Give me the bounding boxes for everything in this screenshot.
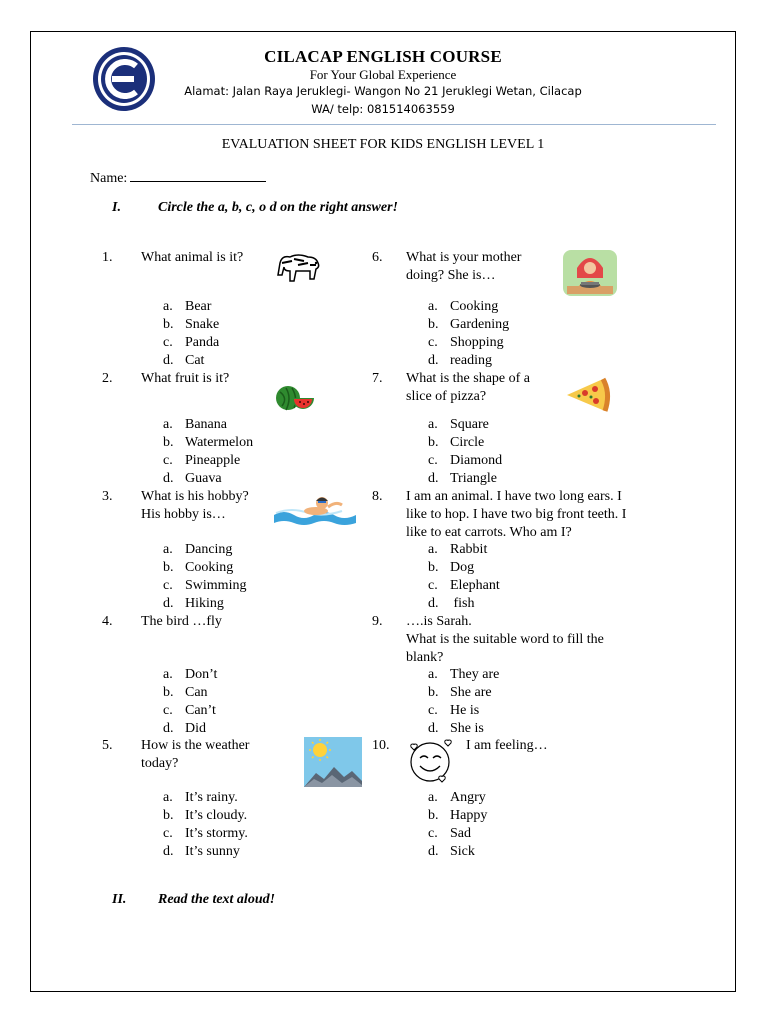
question-number: 3. xyxy=(102,489,113,504)
option-letter: d. xyxy=(428,353,439,368)
school-address: Alamat: Jalan Raya Jeruklegi- Wangon No 21 Jeruklegi Wetan, Cilacap xyxy=(184,84,582,98)
option-letter: b. xyxy=(163,435,174,450)
question-number: 2. xyxy=(102,371,113,386)
question-line: What is your mother xyxy=(406,250,522,265)
question-number: 4. xyxy=(102,614,113,629)
option-text: Cat xyxy=(185,353,205,368)
option-text: Triangle xyxy=(450,471,497,486)
answer-option[interactable] xyxy=(428,559,474,577)
option-letter: b. xyxy=(163,317,174,332)
sheet-title: EVALUATION SHEET FOR KIDS ENGLISH LEVEL 1 xyxy=(221,137,545,152)
question-line: How is the weather xyxy=(141,738,250,753)
option-letter: a. xyxy=(428,542,438,557)
answer-option[interactable] xyxy=(163,577,246,595)
option-letter: c. xyxy=(163,578,173,593)
answer-option[interactable] xyxy=(428,666,499,684)
question-line: like to eat carrots. Who am I? xyxy=(406,525,572,540)
option-text: Dancing xyxy=(185,542,233,557)
option-letter: d. xyxy=(428,596,439,611)
answer-option[interactable] xyxy=(163,352,204,370)
option-text: It’s cloudy. xyxy=(185,808,248,823)
option-text: Square xyxy=(450,417,489,432)
option-text: Cooking xyxy=(185,560,234,575)
watermelon-icon xyxy=(274,384,316,419)
option-letter: b. xyxy=(428,808,439,823)
question-text xyxy=(141,613,222,631)
header-divider xyxy=(72,124,716,125)
answer-option[interactable] xyxy=(163,541,232,559)
option-letter: b. xyxy=(163,808,174,823)
question-number: 9. xyxy=(372,614,383,629)
option-letter: b. xyxy=(428,435,439,450)
option-text: Banana xyxy=(185,417,227,432)
option-text: Elephant xyxy=(450,578,500,593)
answer-option[interactable] xyxy=(163,559,233,577)
answer-option[interactable] xyxy=(163,843,240,861)
option-letter: a. xyxy=(163,790,173,805)
section-number: II. xyxy=(112,892,127,907)
option-letter: c. xyxy=(428,335,438,350)
answer-option[interactable] xyxy=(428,684,492,702)
option-text: fish xyxy=(450,596,475,611)
option-text: Happy xyxy=(450,808,488,823)
question-text xyxy=(141,488,249,524)
bear-icon xyxy=(274,249,322,290)
answer-option[interactable] xyxy=(428,789,486,807)
question-text xyxy=(466,737,548,755)
question-text xyxy=(406,488,626,542)
option-letter: c. xyxy=(428,453,438,468)
name-field xyxy=(90,168,266,187)
question-text xyxy=(406,613,604,667)
option-letter: d. xyxy=(163,353,174,368)
option-letter: a. xyxy=(428,299,438,314)
option-letter: c. xyxy=(428,578,438,593)
option-letter: c. xyxy=(163,826,173,841)
answer-option[interactable] xyxy=(163,702,216,720)
question-line: What is his hobby? xyxy=(141,489,249,504)
answer-option[interactable] xyxy=(163,684,208,702)
option-text: reading xyxy=(450,353,492,368)
option-text: It’s sunny xyxy=(185,844,240,859)
option-letter: a. xyxy=(428,417,438,432)
question-text xyxy=(141,249,243,267)
option-letter: b. xyxy=(163,685,174,700)
option-text: Did xyxy=(185,721,206,736)
section-instruction: Circle the a, b, c, o d on the right answer! xyxy=(158,200,398,215)
section-instruction: Read the text aloud! xyxy=(158,892,276,907)
answer-option[interactable] xyxy=(163,666,217,684)
question-line: What is the suitable word to fill the xyxy=(406,632,604,647)
option-letter: d. xyxy=(163,721,174,736)
option-text: It’s stormy. xyxy=(185,826,248,841)
pizza-slice-icon xyxy=(565,375,611,418)
answer-option[interactable] xyxy=(163,298,211,316)
question-line: like to hop. I have two big front teeth. I xyxy=(406,507,627,522)
option-text: Snake xyxy=(185,317,220,332)
answer-option[interactable] xyxy=(163,789,238,807)
question-text xyxy=(141,370,229,388)
option-text: Watermelon xyxy=(185,435,254,450)
answer-option[interactable] xyxy=(163,334,219,352)
answer-option[interactable] xyxy=(163,416,227,434)
question-number: 5. xyxy=(102,738,113,753)
question-line: His hobby is… xyxy=(141,507,226,522)
school-phone: WA/ telp: 081514063559 xyxy=(311,102,455,116)
answer-option[interactable] xyxy=(163,720,206,738)
answer-option[interactable] xyxy=(428,702,479,720)
question-line: ….is Sarah. xyxy=(406,614,472,629)
option-letter: d. xyxy=(163,471,174,486)
option-text: Sad xyxy=(450,826,471,841)
option-text: Cooking xyxy=(450,299,499,314)
option-letter: c. xyxy=(428,703,438,718)
answer-option[interactable] xyxy=(428,334,504,352)
option-text: Don’t xyxy=(185,667,218,682)
option-text: Can xyxy=(185,685,208,700)
option-letter: d. xyxy=(428,721,439,736)
name-label: Name: xyxy=(90,171,128,186)
answer-option[interactable] xyxy=(428,352,492,370)
answer-option[interactable] xyxy=(163,470,222,488)
question-line: blank? xyxy=(406,650,444,665)
option-text: Rabbit xyxy=(450,542,488,557)
question-line: The bird …fly xyxy=(141,614,222,629)
sunny-weather-icon xyxy=(304,737,362,792)
option-text: She are xyxy=(450,685,492,700)
option-text: Gardening xyxy=(450,317,510,332)
option-letter: a. xyxy=(163,299,173,314)
course-logo xyxy=(92,46,156,112)
option-text: They are xyxy=(450,667,500,682)
option-letter: c. xyxy=(428,826,438,841)
option-text: Hiking xyxy=(185,596,224,611)
question-text xyxy=(406,249,521,285)
option-letter: c. xyxy=(163,453,173,468)
option-letter: a. xyxy=(163,542,173,557)
answer-option[interactable] xyxy=(163,316,219,334)
question-line: today? xyxy=(141,756,179,771)
answer-option[interactable] xyxy=(428,595,475,613)
option-letter: a. xyxy=(428,667,438,682)
answer-option[interactable] xyxy=(428,298,498,316)
question-number: 1. xyxy=(102,250,113,265)
question-number: 6. xyxy=(372,250,383,265)
option-letter: a. xyxy=(163,667,173,682)
answer-option[interactable] xyxy=(428,316,509,334)
question-line: slice of pizza? xyxy=(406,389,487,404)
option-text: It’s rainy. xyxy=(185,790,238,805)
option-text: Diamond xyxy=(450,453,503,468)
option-letter: a. xyxy=(163,417,173,432)
question-number: 10. xyxy=(372,738,390,753)
answer-option[interactable] xyxy=(163,434,253,452)
answer-option[interactable] xyxy=(428,452,502,470)
question-line: I am an animal. I have two long ears. I xyxy=(406,489,622,504)
option-letter: b. xyxy=(428,685,439,700)
answer-option[interactable] xyxy=(428,843,475,861)
question-text xyxy=(406,370,530,406)
answer-option[interactable] xyxy=(163,807,247,825)
answer-option[interactable] xyxy=(428,807,487,825)
option-letter: d. xyxy=(163,844,174,859)
option-text: Bear xyxy=(185,299,212,314)
answer-option[interactable] xyxy=(428,434,484,452)
option-letter: b. xyxy=(428,560,439,575)
section-number: I. xyxy=(112,200,121,215)
answer-option[interactable] xyxy=(428,720,484,738)
option-text: Shopping xyxy=(450,335,504,350)
question-line: What animal is it? xyxy=(141,250,244,265)
question-text xyxy=(141,737,249,773)
option-text: She is xyxy=(450,721,484,736)
option-letter: b. xyxy=(428,317,439,332)
answer-option[interactable] xyxy=(428,416,489,434)
option-text: Swimming xyxy=(185,578,247,593)
option-text: Pineapple xyxy=(185,453,241,468)
swimmer-icon xyxy=(272,491,358,532)
option-letter: a. xyxy=(428,790,438,805)
option-letter: d. xyxy=(428,844,439,859)
answer-option[interactable] xyxy=(428,577,500,595)
option-letter: c. xyxy=(163,703,173,718)
option-text: Circle xyxy=(450,435,485,450)
answer-option[interactable] xyxy=(163,452,240,470)
question-number: 8. xyxy=(372,489,383,504)
option-text: Dog xyxy=(450,560,475,575)
question-line: What fruit is it? xyxy=(141,371,230,386)
option-letter: c. xyxy=(163,335,173,350)
name-blank-line[interactable] xyxy=(130,168,266,182)
answer-option[interactable] xyxy=(428,825,471,843)
option-letter: b. xyxy=(163,560,174,575)
option-text: Guava xyxy=(185,471,222,486)
question-number: 7. xyxy=(372,371,383,386)
answer-option[interactable] xyxy=(163,595,224,613)
option-letter: d. xyxy=(163,596,174,611)
cooking-mother-icon xyxy=(561,248,619,303)
question-line: What is the shape of a xyxy=(406,371,531,386)
option-text: Angry xyxy=(450,790,486,805)
option-text: Sick xyxy=(450,844,475,859)
option-letter: d. xyxy=(428,471,439,486)
option-text: He is xyxy=(450,703,480,718)
answer-option[interactable] xyxy=(428,470,497,488)
smiling-face-icon xyxy=(408,738,454,789)
option-text: Can’t xyxy=(185,703,216,718)
question-line: I am feeling… xyxy=(466,738,548,753)
answer-option[interactable] xyxy=(428,541,487,559)
option-text: Panda xyxy=(185,335,220,350)
question-line: doing? She is… xyxy=(406,268,496,283)
school-tagline: For Your Global Experience xyxy=(309,67,457,82)
school-name: CILACAP ENGLISH COURSE xyxy=(264,47,502,66)
answer-option[interactable] xyxy=(163,825,248,843)
